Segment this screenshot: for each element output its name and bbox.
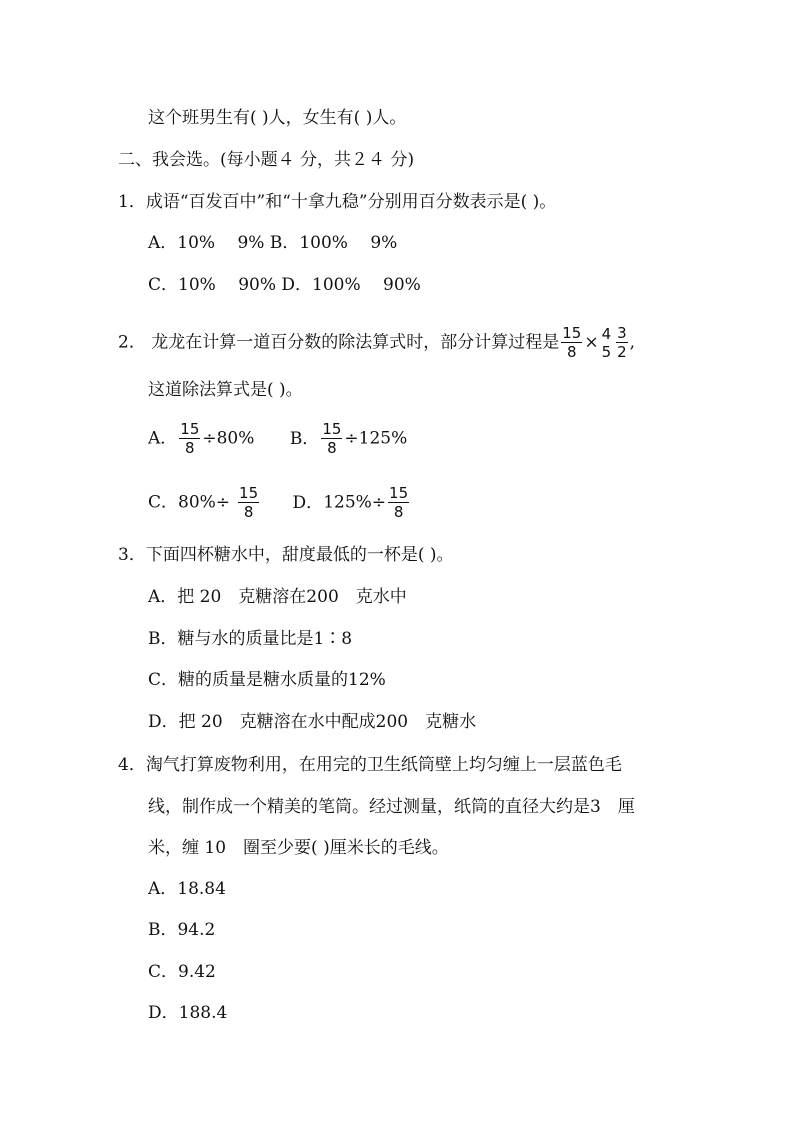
- numerator: 15: [562, 324, 582, 342]
- question-3-option-b: B．糖与水的质量比是1∶8: [148, 629, 353, 649]
- question-4-option-c: C．9.42: [148, 962, 216, 982]
- question-4-option-b: B．94.2: [148, 920, 216, 940]
- question-2-options-row-1: [148, 420, 407, 457]
- question-3-option-c: C．糖的质量是糖水质量的12%: [148, 670, 386, 690]
- denominator: 8: [243, 503, 254, 521]
- question-4-line-2: 线，制作成一个精美的笔筒。经过测量，纸筒的直径大约是3 厘: [148, 797, 635, 817]
- denominator: 5: [601, 342, 612, 361]
- question-number: 3．: [118, 545, 146, 565]
- option-a-label: A．: [148, 428, 178, 449]
- section-heading: 二、我会选。(每小题４ 分，共２４ 分): [118, 150, 415, 170]
- fraction: [601, 325, 613, 361]
- denominator: 8: [327, 439, 337, 457]
- fraction: [616, 324, 628, 361]
- denominator: 8: [567, 343, 577, 361]
- option-c-label: C．: [148, 492, 179, 513]
- denominator: 8: [393, 503, 404, 521]
- question-text: 龙龙在计算一道百分数的除法算式时，部分计算过程是: [145, 332, 560, 353]
- fraction: [238, 484, 259, 521]
- question-4-option-d: D．188.4: [148, 1003, 228, 1023]
- question-4: [118, 753, 622, 777]
- question-2-line-2: 这道除法算式是( )。: [148, 380, 303, 400]
- question-1-options-row-1: A．10% 9% B．100% 9%: [148, 233, 398, 253]
- question-1: [118, 190, 556, 214]
- question-3: [118, 543, 454, 567]
- option-a-tail: ÷80%: [202, 428, 255, 449]
- fraction: [179, 420, 200, 457]
- option-b-label: B．: [289, 428, 320, 449]
- comma: ,: [629, 332, 636, 353]
- question-2-options-row-2: [148, 484, 411, 521]
- question-number: 2．: [118, 332, 146, 353]
- question-4-line-3: 米，缠 10 圈至少要( )厘米长的毛线。: [148, 838, 449, 858]
- fraction: [561, 324, 582, 361]
- question-text: 淘气打算废物利用，在用完的卫生纸筒壁上均匀缠上一层蓝色毛: [145, 755, 622, 775]
- question-2: [118, 324, 635, 361]
- numerator: 15: [180, 420, 200, 438]
- denominator: 2: [617, 343, 627, 361]
- numerator: 4: [601, 324, 612, 343]
- question-text: 下面四杯糖水中，甜度最低的一杯是( )。: [145, 545, 454, 565]
- numerator: 15: [389, 484, 409, 502]
- numerator: 15: [239, 484, 259, 502]
- denominator: 8: [185, 439, 195, 457]
- question-4-option-a: A．18.84: [148, 879, 226, 899]
- question-number: 4．: [118, 755, 146, 775]
- intro-line: 这个班男生有( )人，女生有( )人。: [148, 108, 407, 128]
- times-sign: ×: [584, 332, 599, 353]
- numerator: 15: [322, 420, 342, 438]
- fraction: [321, 420, 342, 457]
- question-number: 1．: [118, 192, 146, 212]
- option-c-head: 80%÷: [178, 492, 231, 513]
- option-d-head: 125%÷: [323, 492, 387, 513]
- option-d-label: D．: [292, 492, 324, 513]
- fraction: [388, 484, 409, 521]
- numerator: 3: [617, 324, 627, 342]
- question-text: 成语“百发百中”和“十拿九稳”分别用百分数表示是( )。: [145, 192, 557, 212]
- question-1-options-row-2: C．10% 90% D．100% 90%: [148, 275, 421, 295]
- question-3-option-a: A．把 20 克糖溶在200 克水中: [148, 587, 407, 607]
- question-3-option-d: D．把 20 克糖溶在水中配成200 克糖水: [148, 712, 477, 732]
- option-b-tail: ÷125%: [344, 428, 408, 449]
